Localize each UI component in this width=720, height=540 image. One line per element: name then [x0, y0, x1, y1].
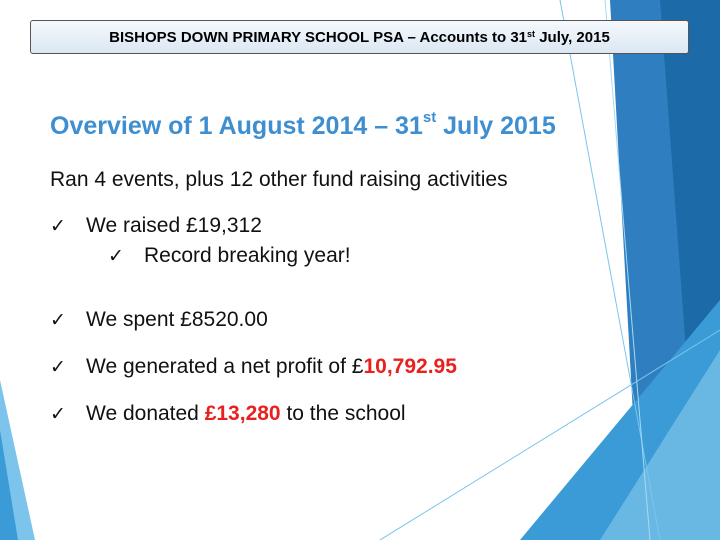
summary-line: Ran 4 events, plus 12 other fund raising activities [50, 168, 508, 191]
bullet-spent [50, 308, 268, 332]
bullet-raised [50, 214, 262, 238]
overview-heading [50, 109, 556, 141]
bullet-spent-text: We spent £8520.00 [86, 308, 268, 331]
bullet-record [108, 244, 351, 268]
header-title-end: July, 2015 [535, 29, 610, 46]
check-icon: ✓ [50, 310, 66, 331]
header-title-sup: st [527, 29, 536, 39]
check-icon: ✓ [50, 216, 66, 237]
overview-heading-end: July 2015 [436, 112, 556, 140]
bullet-record-text: Record breaking year! [144, 244, 351, 267]
bullet-donated [50, 402, 406, 426]
overview-heading-sup: st [422, 109, 437, 126]
bullet-donated-suffix: to the school [280, 402, 406, 425]
profit-value: 10,792.95 [363, 355, 457, 378]
slide-header [30, 20, 689, 54]
header-title-main: BISHOPS DOWN PRIMARY SCHOOL PSA – Accounts to 31 [109, 29, 528, 46]
bullet-profit [50, 355, 457, 379]
overview-heading-main: Overview of 1 August 2014 – 31 [50, 112, 423, 140]
bullet-donated-prefix: We donated [86, 402, 205, 425]
donated-value: £13,280 [204, 402, 281, 425]
check-icon: ✓ [50, 357, 66, 378]
check-icon: ✓ [50, 404, 66, 425]
bullet-raised-text: We raised £19,312 [86, 214, 262, 237]
bullet-profit-text: We generated a net profit of £ [86, 355, 364, 378]
check-icon: ✓ [108, 246, 124, 267]
